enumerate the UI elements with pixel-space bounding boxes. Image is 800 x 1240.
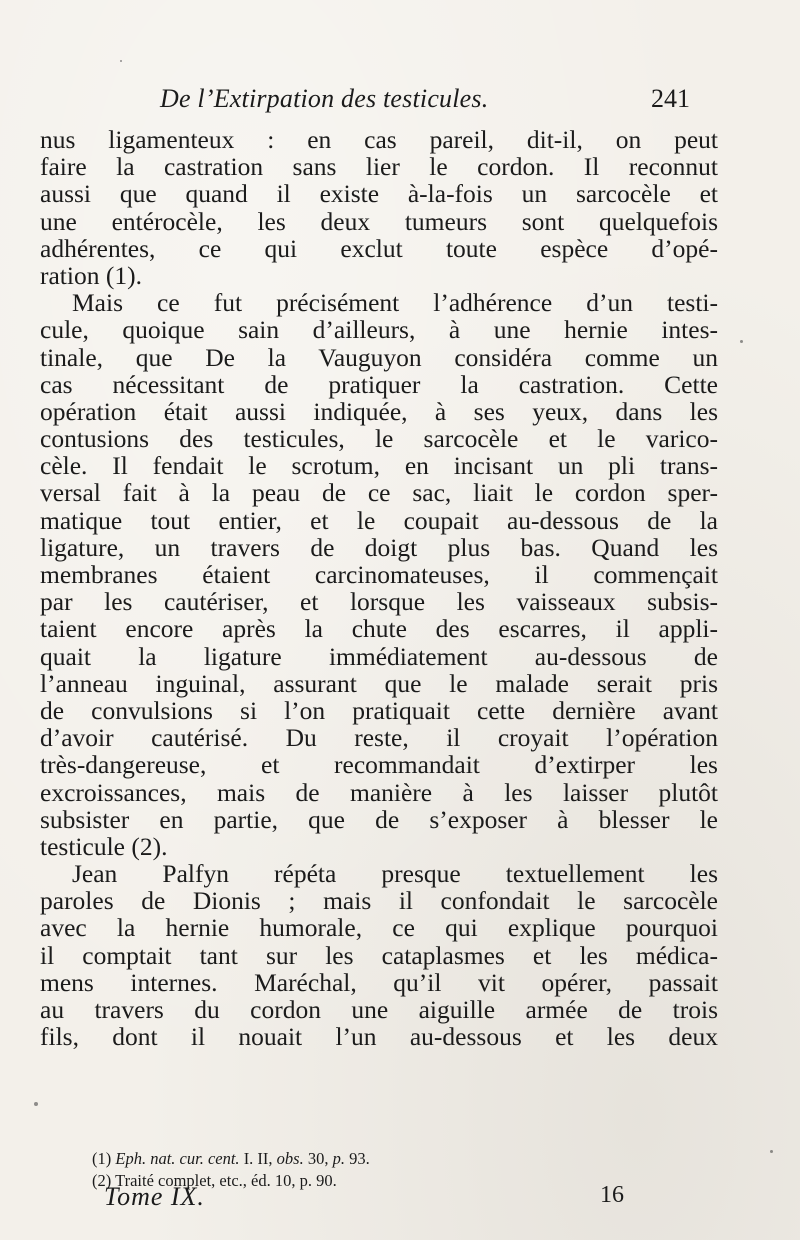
text-line-paragraph-start: Jean Palfyn répéta presque textuellement les xyxy=(72,859,718,889)
text-line: taient encore après la chute des escarres, il appli- xyxy=(40,614,718,644)
text-line: membranes étaient carcinomateuses, il commençait xyxy=(40,560,718,589)
text-line: ration (1). xyxy=(40,260,142,290)
volume-signature: Tome IX. xyxy=(104,1182,205,1211)
text-line: une entérocèle, les deux tumeurs sont quelquefois xyxy=(40,206,718,236)
text-line: cèle. Il fendait le scrotum, en incisant un pli trans- xyxy=(40,451,718,481)
text-line: testicule (2). xyxy=(40,831,168,861)
text-line: quait la ligature immédiatement au-dessous de xyxy=(40,641,718,671)
text-line: fils, dont il nouait l’un au-dessous et les deux xyxy=(40,1022,718,1052)
bottom-signature-line xyxy=(0,1182,800,1222)
gathering-number: 16 xyxy=(600,1182,624,1208)
text-line: très-dangereuse, et recommandait d’extirper les xyxy=(40,750,718,780)
ink-speck xyxy=(770,1150,773,1153)
text-line: de convulsions si l’on pratiquait cette dernière avant xyxy=(40,695,718,725)
text-line: opération était aussi indiquée, à ses yeux, dans les xyxy=(40,396,718,426)
ink-speck xyxy=(740,340,743,343)
footnote-obs-number: 30, xyxy=(307,1149,329,1168)
text-line: tinale, que De la Vauguyon considéra comme un xyxy=(40,342,718,372)
text-line: adhérentes, ce qui exclut toute espèce d’opé- xyxy=(40,233,718,263)
text-line: paroles de Dionis ; mais il confondait le sarcocèle xyxy=(40,886,718,916)
text-line: au travers du cordon une aiguille armée de trois xyxy=(40,995,718,1024)
text-line: ligature, un travers de doigt plus bas. Quand les xyxy=(40,532,718,562)
footnote-marker: (1) xyxy=(92,1149,112,1168)
footnote-marker: (2) xyxy=(92,1171,112,1190)
footnote-1 xyxy=(92,1148,692,1170)
ink-speck xyxy=(34,1102,38,1106)
footnote-page-label: p. xyxy=(332,1149,345,1168)
text-line: d’avoir cautérisé. Du reste, il croyait l’opération xyxy=(40,723,718,753)
text-line: faire la castration sans lier le cordon. Il reconnut xyxy=(40,152,718,182)
text-line: par les cautériser, et lorsque les vaisseaux subsis- xyxy=(40,587,718,617)
page-number: 241 xyxy=(651,84,690,113)
text-line: cas nécessitant de pratiquer la castration. Cette xyxy=(40,369,718,399)
footnote-obs-label: obs. xyxy=(276,1149,304,1168)
text-line: cule, quoique sain d’ailleurs, à une hernie intes- xyxy=(40,315,718,345)
text-line: matique tout entier, et le coupait au-dessous de la xyxy=(40,505,718,535)
text-line: l’anneau inguinal, assurant que le malade serait pris xyxy=(40,668,718,698)
footnote-volume: I. II, xyxy=(243,1149,273,1168)
text-line: avec la hernie humorale, ce qui explique pourquoi xyxy=(40,913,718,943)
body-text xyxy=(40,126,718,1050)
text-line: subsister en partie, que de s’exposer à blesser le xyxy=(40,804,718,834)
running-head xyxy=(0,80,800,120)
text-line-paragraph-start: Mais ce fut précisément l’adhérence d’un testi- xyxy=(72,288,718,318)
footnote-work-title: Eph. nat. cur. cent. xyxy=(115,1149,240,1168)
text-line: versal fait à la peau de ce sac, liait le cordon sper- xyxy=(40,478,718,508)
text-line: mens internes. Maréchal, qu’il vit opérer, passait xyxy=(40,967,718,997)
ink-speck xyxy=(120,60,122,62)
running-title: De l’Extirpation des testicules. xyxy=(160,84,489,113)
text-line: nus ligamenteux : en cas pareil, dit-il, on peut xyxy=(40,125,718,154)
text-line: contusions des testicules, le sarcocèle et le varico- xyxy=(40,424,718,454)
footnote-page-number: 93. xyxy=(349,1149,370,1168)
footnote-text: Traité complet, etc., éd. 10, p. 90. xyxy=(115,1171,337,1190)
text-line: excroissances, mais de manière à les laisser plutôt xyxy=(40,777,718,807)
text-line: aussi que quand il existe à-la-fois un sarcocèle et xyxy=(40,179,718,209)
text-line: il comptait tant sur les cataplasmes et les médica- xyxy=(40,940,718,970)
